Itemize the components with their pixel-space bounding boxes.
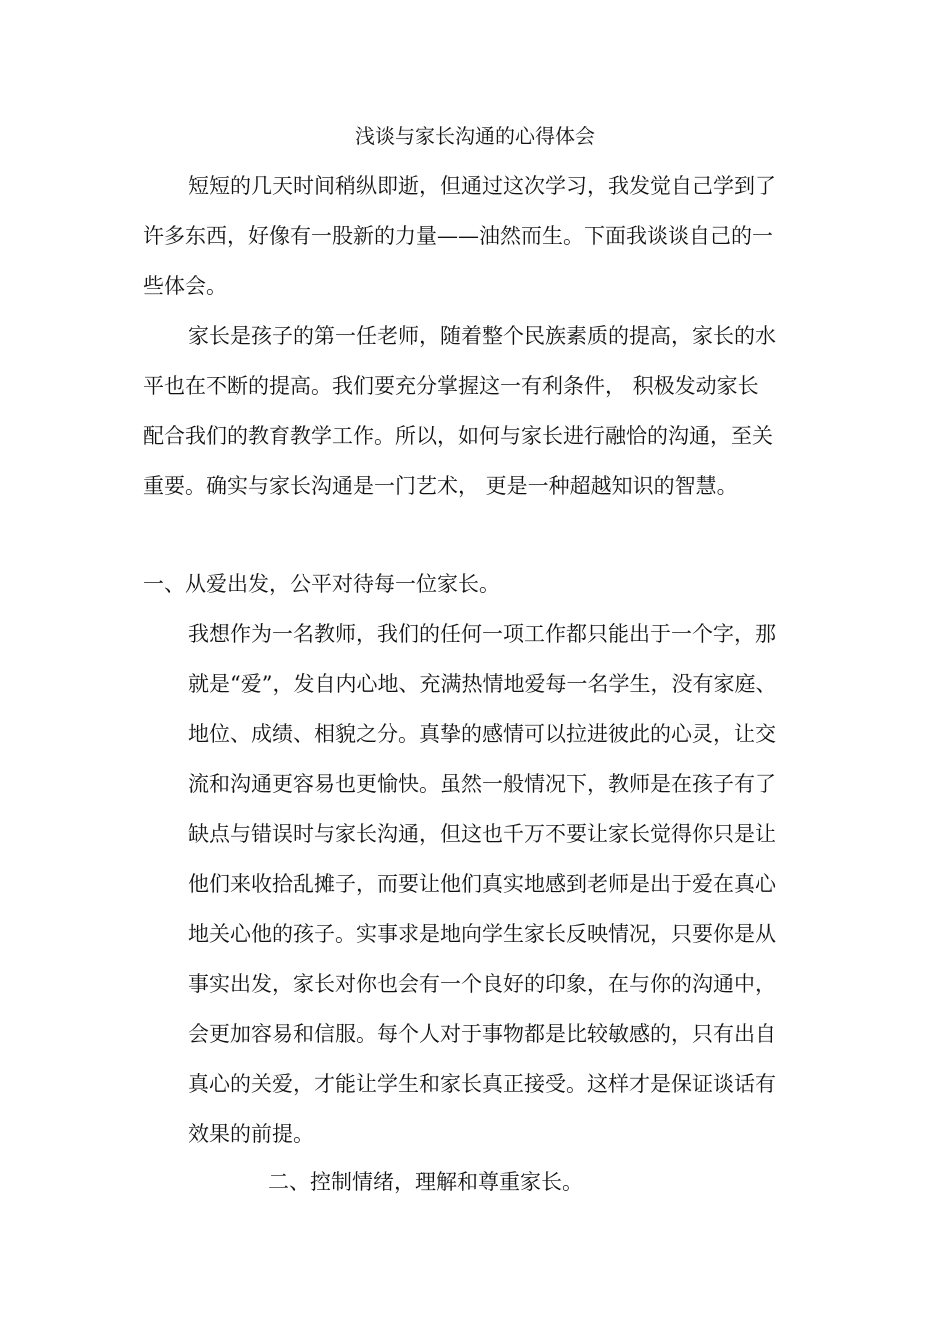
paragraph-line: 缺点与错误时与家长沟通，但这也千万不要让家长觉得你只是让 bbox=[188, 822, 776, 846]
paragraph-line: 配合我们的教育教学工作。所以，如何与家长进行融恰的沟通，至关 bbox=[143, 424, 773, 448]
document-title: 浅谈与家长沟通的心得体会 bbox=[355, 124, 595, 148]
paragraph-line: 地位、成绩、相貌之分。真挚的感情可以拉进彼此的心灵，让交 bbox=[188, 722, 776, 746]
paragraph-line: 许多东西，好像有一股新的力量——油然而生。下面我谈谈自己的一 bbox=[143, 224, 773, 248]
paragraph-line: 些体会。 bbox=[143, 274, 227, 298]
section-heading: 二、控制情绪，理解和尊重家长。 bbox=[268, 1170, 583, 1194]
paragraph-line: 就是“爱”，发自内心地、充满热情地爱每一名学生，没有家庭、 bbox=[188, 672, 777, 696]
paragraph-line: 家长是孩子的第一任老师，随着整个民族素质的提高，家长的水 bbox=[188, 324, 776, 348]
paragraph-line: 短短的几天时间稍纵即逝，但通过这次学习，我发觉自己学到了 bbox=[188, 174, 776, 198]
paragraph-line: 会更加容易和信服。每个人对于事物都是比较敏感的，只有出自 bbox=[188, 1022, 776, 1046]
paragraph-line: 流和沟通更容易也更愉快。虽然一般情况下，教师是在孩子有了 bbox=[188, 772, 776, 796]
paragraph-line: 我想作为一名教师，我们的任何一项工作都只能出于一个字，那 bbox=[188, 622, 776, 646]
paragraph-line: 地关心他的孩子。实事求是地向学生家长反映情况，只要你是从 bbox=[188, 922, 776, 946]
paragraph-line: 真心的关爱，才能让学生和家长真正接受。这样才是保证谈话有 bbox=[188, 1072, 776, 1096]
paragraph-line: 重要。确实与家长沟通是一门艺术， 更是一种超越知识的智慧。 bbox=[143, 474, 738, 498]
paragraph-line: 效果的前提。 bbox=[188, 1122, 314, 1146]
section-heading: 一、从爱出发，公平对待每一位家长。 bbox=[143, 572, 500, 596]
paragraph-line: 他们来收拾乱摊子，而要让他们真实地感到老师是出于爱在真心 bbox=[188, 872, 776, 896]
paragraph-line: 平也在不断的提高。我们要充分掌握这一有利条件， 积极发动家长 bbox=[143, 374, 759, 398]
paragraph-line: 事实出发，家长对你也会有一个良好的印象，在与你的沟通中， bbox=[188, 972, 776, 996]
